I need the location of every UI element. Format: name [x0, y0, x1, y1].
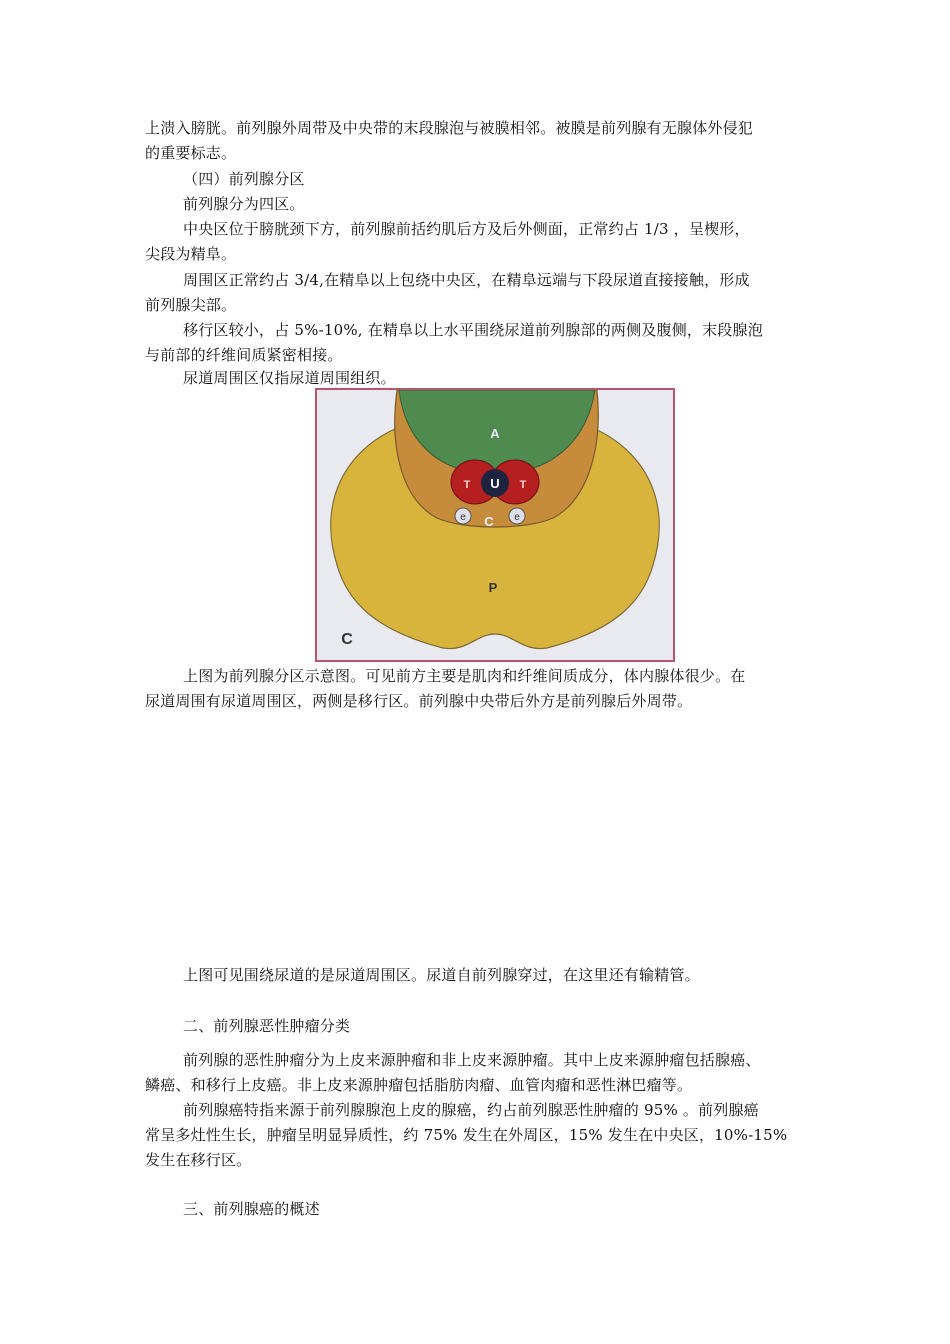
- paragraph-line: 与前部的纤维间质紧密相接。: [145, 346, 343, 364]
- paragraph-line: 中央区位于膀胱颈下方，前列腺前括约肌后方及后外侧面，正常约占 1/3 ，呈楔形，: [183, 220, 750, 238]
- section-heading-overview: 三、前列腺癌的概述: [183, 1200, 320, 1218]
- paragraph-line: 前列腺的恶性肿瘤分为上皮来源肿瘤和非上皮来源肿瘤。其中上皮来源肿瘤包括腺癌、: [183, 1051, 761, 1069]
- label-ejaculatory-right: e: [514, 512, 520, 523]
- paragraph-line: 的重要标志。: [145, 144, 237, 162]
- paragraph-line: 上溃入膀胱。前列腺外周带及中央带的末段腺泡与被膜相邻。被膜是前列腺有无腺体外侵犯: [145, 119, 754, 137]
- paragraph-line: 周围区正常约占 3/4,在精阜以上包绕中央区，在精阜远端与下段尿道直接接触，形成: [183, 271, 750, 289]
- paragraph-line: 前列腺分为四区。: [183, 195, 305, 213]
- label-urethra: U: [490, 476, 500, 491]
- paragraph-line: 尿道周围有尿道周围区，两侧是移行区。前列腺中央带后外方是前列腺后外周带。: [145, 692, 693, 710]
- paragraph-line: 发生在移行区。: [145, 1151, 252, 1169]
- paragraph-line: 鳞癌、和移行上皮癌。非上皮来源肿瘤包括脂肪肉瘤、血管肉瘤和恶性淋巴瘤等。: [145, 1076, 693, 1094]
- paragraph-line: 尖段为精阜。: [145, 245, 237, 263]
- paragraph-line: 前列腺尖部。: [145, 296, 237, 314]
- paragraph-line: 上图可见围绕尿道的是尿道周围区。尿道自前列腺穿过，在这里还有输精管。: [183, 966, 700, 984]
- prostate-zone-svg: [317, 390, 673, 660]
- label-ejaculatory-left: e: [460, 512, 466, 523]
- label-central: C: [484, 514, 494, 529]
- label-transition-left: T: [463, 479, 471, 491]
- prostate-zone-diagram: [315, 388, 675, 662]
- paragraph-line: 前列腺癌特指来源于前列腺腺泡上皮的腺癌，约占前列腺恶性肿瘤的 95% 。前列腺癌: [183, 1101, 759, 1119]
- section-heading-classification: 二、前列腺恶性肿瘤分类: [183, 1017, 351, 1035]
- paragraph-line: 常呈多灶性生长，肿瘤呈明显异质性，约 75% 发生在外周区，15% 发生在中央区，10%-15%: [145, 1126, 788, 1144]
- label-transition-right: T: [519, 479, 527, 491]
- paragraph-line: 尿道周围区仅指尿道周围组织。: [183, 369, 396, 387]
- label-peripheral: P: [488, 580, 498, 595]
- section-heading-zones: （四）前列腺分区: [183, 170, 305, 188]
- paragraph-line: 上图为前列腺分区示意图。可见前方主要是肌肉和纤维间质成分，体内腺体很少。在: [183, 667, 746, 685]
- label-anterior: A: [490, 426, 500, 441]
- paragraph-line: 移行区较小，占 5%-10%, 在精阜以上水平围绕尿道前列腺部的两侧及腹侧，末段腺泡: [183, 321, 763, 339]
- label-capsule: C: [341, 631, 353, 648]
